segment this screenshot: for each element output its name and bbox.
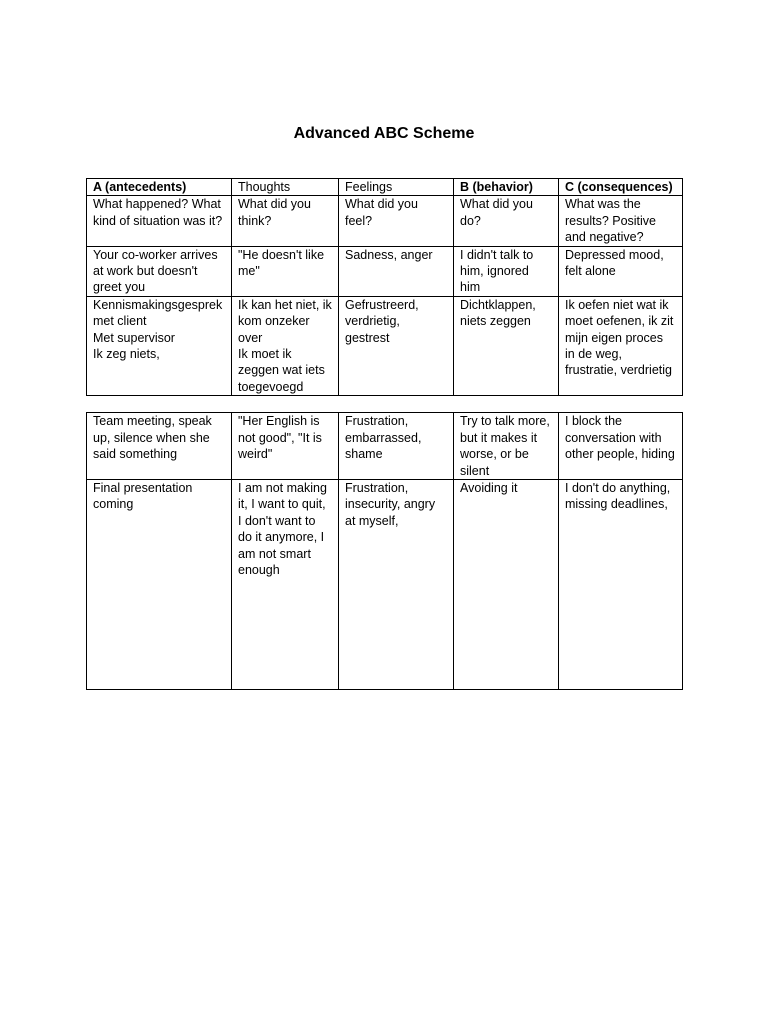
prompt-behavior: What did you do? bbox=[454, 196, 559, 246]
table-row bbox=[87, 479, 683, 689]
cell-line: Met supervisor bbox=[93, 330, 175, 345]
cell-behavior: I didn't talk to him, ignored him bbox=[454, 246, 559, 296]
cell-consequences: I don't do anything, missing deadlines, bbox=[559, 479, 683, 689]
cell-consequences: Ik oefen niet wat ik moet oefenen, ik zit mijn eigen proces in de weg, frustratie, verdrietig bbox=[559, 296, 683, 395]
page-title: Advanced ABC Scheme bbox=[293, 125, 475, 142]
header-behavior: B (behavior) bbox=[454, 179, 559, 196]
cell-antecedent: Final presentation coming bbox=[87, 479, 232, 689]
prompt-row bbox=[87, 196, 683, 246]
cell-thoughts: I am not making it, I want to quit, I don't want to do it anymore, I am not smart enough bbox=[232, 479, 339, 689]
cell-feelings: Sadness, anger bbox=[339, 246, 454, 296]
cell-antecedent: Team meeting, speak up, silence when she said something bbox=[87, 413, 232, 480]
cell-line: Ik zeg niets, bbox=[93, 347, 160, 362]
cell-consequences: Depressed mood, felt alone bbox=[559, 246, 683, 296]
cell-thoughts: "Her English is not good", "It is weird" bbox=[232, 413, 339, 480]
table-row bbox=[87, 296, 683, 395]
cell-line: Kennismakingsgesprek met client bbox=[93, 297, 223, 329]
cell-feelings: Gefrustreerd, verdrietig, gestrest bbox=[339, 296, 454, 395]
header-antecedents: A (antecedents) bbox=[87, 179, 232, 196]
spacer-cell bbox=[232, 396, 339, 413]
spacer-cell bbox=[454, 396, 559, 413]
cell-thoughts: "He doesn't like me" bbox=[232, 246, 339, 296]
cell-thoughts bbox=[232, 296, 339, 395]
cell-line: Ik moet ik zeggen wat iets toegevoegd bbox=[238, 347, 325, 394]
spacer-cell bbox=[559, 396, 683, 413]
spacer-cell bbox=[87, 396, 232, 413]
header-thoughts: Thoughts bbox=[232, 179, 339, 196]
prompt-thoughts: What did you think? bbox=[232, 196, 339, 246]
prompt-feelings: What did you feel? bbox=[339, 196, 454, 246]
cell-antecedent bbox=[87, 296, 232, 395]
prompt-antecedents: What happened? What kind of situation was it? bbox=[87, 196, 232, 246]
cell-behavior: Avoiding it bbox=[454, 479, 559, 689]
spacer-cell bbox=[339, 396, 454, 413]
prompt-consequences: What was the results? Positive and negative? bbox=[559, 196, 683, 246]
cell-consequences: I block the conversation with other people, hiding bbox=[559, 413, 683, 480]
abc-scheme-table bbox=[86, 178, 683, 690]
cell-behavior: Try to talk more, but it makes it worse, or be silent bbox=[454, 413, 559, 480]
table-row bbox=[87, 246, 683, 296]
table-row bbox=[87, 413, 683, 480]
header-consequences: C (consequences) bbox=[559, 179, 683, 196]
cell-feelings: Frustration, insecurity, angry at myself, bbox=[339, 479, 454, 689]
cell-antecedent: Your co-worker arrives at work but doesn't greet you bbox=[87, 246, 232, 296]
cell-behavior: Dichtklappen, niets zeggen bbox=[454, 296, 559, 395]
table-spacer-row bbox=[87, 396, 683, 413]
cell-feelings: Frustration, embarrassed, shame bbox=[339, 413, 454, 480]
cell-line: Ik kan het niet, ik kom onzeker over bbox=[238, 297, 332, 345]
table-header-row bbox=[87, 179, 683, 196]
header-feelings: Feelings bbox=[339, 179, 454, 196]
